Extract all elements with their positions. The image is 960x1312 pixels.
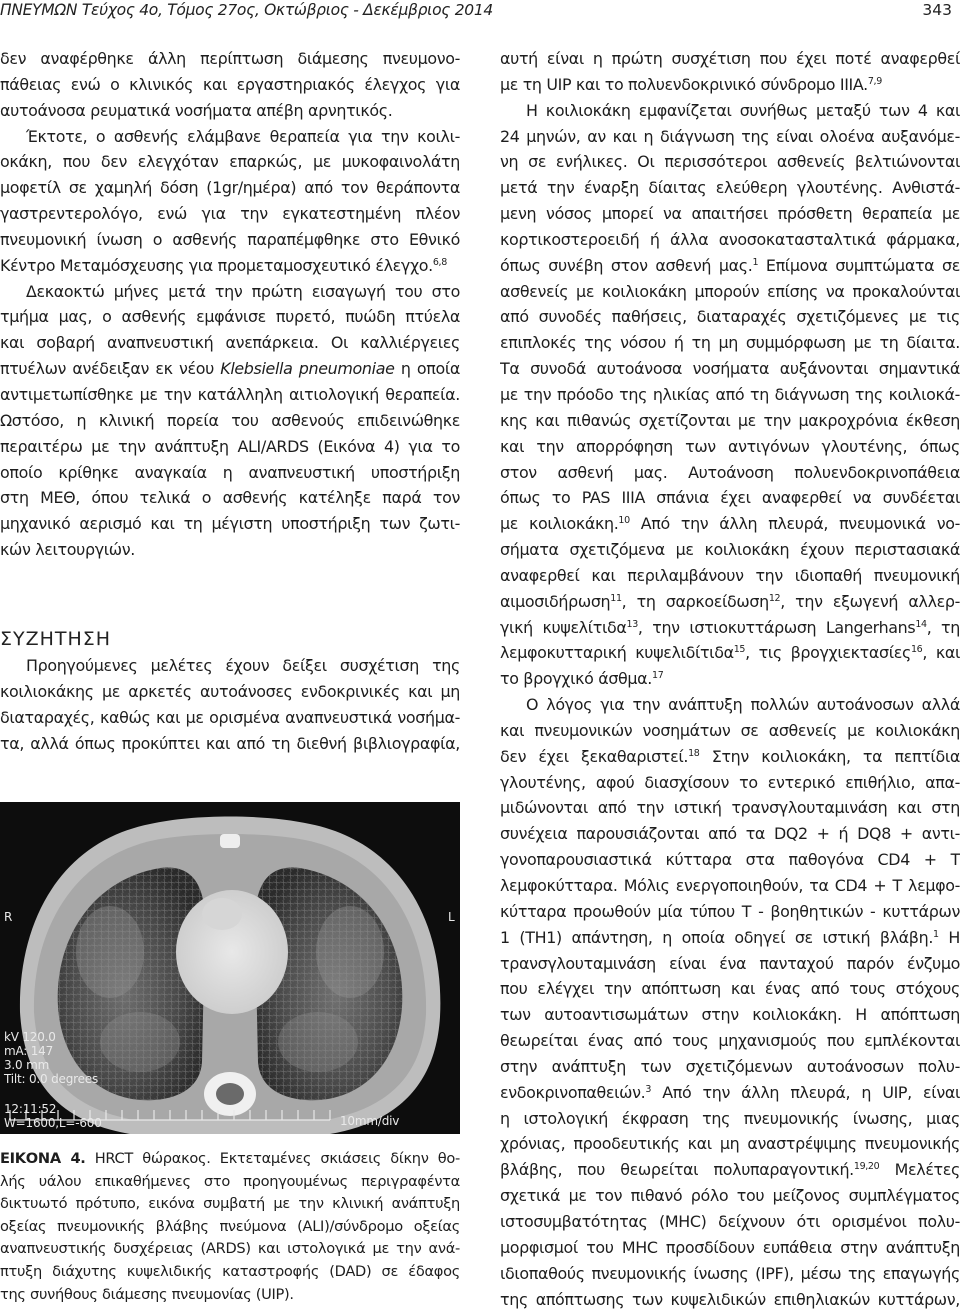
text-line: οποίο κρίθηκε αναγκαία η αναπνευστική υποστήριξη [0,460,460,486]
caption-line: δικτυωτό πρότυπο, εικόνα συμβατή με την κλινική ανάπτυξη [0,1193,460,1216]
ct-image [0,802,460,1134]
caption-line: λής υάλου επικαθήμενες στο προηγουμένως περιγραφέντα [0,1171,460,1194]
text-line: κύτταρα προωθούν μία τύπου T - βοηθητικών - κυττάρων [500,899,960,925]
text-line: κοιλιοκάκης με αρκετές αυτοάνοσες ενδοκρινικές και μη [0,679,460,705]
citation: 15 [734,644,745,655]
text-line: που ελέγχει την απόπτωση και ένας από τους στόχους [500,976,960,1002]
text-line: Κέντρο Μεταμόσχευσης για προμεταμοσχευτικό έλεγχο.$^{6,8}$ [0,253,460,279]
text-line: από συνοδές παθήσεις, διαταραχές σχετιζόμενες με τις [500,304,960,330]
text-line: διαταραχές, καθώς και με ορισμένα αναπνευστικά νοσήμα- [0,705,460,731]
citation: 7,9 [868,76,882,87]
citation: 1 [933,929,939,940]
text-line: η ιστολογική έκφραση της πνευμονικής ίνωσης, μιας [500,1106,960,1132]
overlay-thickness: 3.0 mm [4,1058,49,1072]
text-line: μηχανικό αερισμό και τη μέγιστη υποστήριξη των ζωτι- [0,511,460,537]
text-line: λεμφοκυτταρική κυψελιδίτιδα$^{15}$, τις βρογχιεκτασίες$^{16}$, και [500,640,960,666]
text-line: περαιτέρω με την ανάπτυξη ALI/ARDS (Εικόνα 4) για το [0,434,460,460]
overlay-ma: mA: 147 [4,1044,53,1058]
text-line: αναφερθεί και περιλαμβάνουν την ιδιοπαθή πνευμονική [500,563,960,589]
text-line: τμήμα μας, ο ασθενής εμφάνισε πυρετό, πυώδη πτύελα [0,304,460,330]
overlay-scale: 10mm/div [340,1114,399,1128]
text-line: στη ΜΕΘ, όπου τελικά ο ασθενής κατέληξε παρά τον [0,485,460,511]
text-line: με τη UIP και το πολυενδοκρινικό σύνδρομο IIIA.$^{7,9}$ [500,72,960,98]
discussion-text [0,653,460,756]
overlay-tilt: Tilt: 0.0 degrees [4,1072,98,1086]
text-line: στον ασθενή μας. Αυτοάνοση πολυενδοκρινοπάθεια [500,460,960,486]
text-line: στην ανάπτυξη των σχετιζόμενων αυτοάνοσων πολυ- [500,1054,960,1080]
text-line: 24 μηνών, αν και η διάγνωση της είναι ολοένα αυξανόμε- [500,124,960,150]
text-line: θεωρείται ένας από τους μηχανισμούς που εμπλέκονται [500,1028,960,1054]
overlay-time: 12:11:52 [4,1102,56,1116]
citation: 10 [618,515,629,526]
side-label-right: R [4,910,12,924]
text-line: γονοπαρουσιαστικά κύτταρα στα παθογόνα CD4 + T [500,847,960,873]
caption-line: πτυξη διάχυτης κυψελιδικής καταστροφής (DAD) σε έδαφος [0,1261,460,1284]
text-line: Δεκαοκτώ μήνες μετά την πρώτη εισαγωγή του στο [0,279,460,305]
text-line: κορτικοστεροειδή ή άλλα ανοσοκατασταλτικά φάρμακα, [500,227,960,253]
text-line: αυτή είναι η πρώτη συσχέτιση που έχει ποτέ αναφερθεί [500,46,960,72]
text-line: αυτοάνοσα ρευματικά νοσήματα απέβη αρνητικός. [0,98,460,124]
caption-line: οξείας πνευμονικής βλάβης πνεύμονα (ALI)/σύνδρομο οξείας [0,1216,460,1239]
figure-caption [0,1148,460,1306]
text-line: ενδοκρινοπαθειών.$^3$ Από την άλλη πλευρά, η UIP, είναι [500,1080,960,1106]
text-line: και πνευμονικών νοσημάτων σε ασθενείς με κοιλιοκάκη [500,718,960,744]
text-line: Ο λόγος για την ανάπτυξη πολλών αυτοάνοσων αλλά [500,692,960,718]
text-line: της απόπτωσης των κυψελιδικών επιθηλιακών κυττάρων, [500,1287,960,1312]
citation: 3 [645,1084,651,1095]
citation: 17 [652,670,663,681]
text-line: δεν έχει ξεκαθαριστεί.$^{18}$ Στην κοιλιοκάκη, τα πεπτίδια [500,744,960,770]
citation: 19,20 [854,1161,879,1172]
text-line: μιδώνονται από την ιστική τρανσγλουταμινάση και στη [500,795,960,821]
text-line: νη σε ενήλικες. Οι περισσότεροι ασθενείς βελτιώνονται [500,149,960,175]
text-line: τα, αλλά όπως προκύπτει και από τη διεθνή βιβλιογραφία, [0,731,460,757]
text-line: Τα συνοδά αυτοάνοσα νοσήματα αυξάνονται σημαντικά [500,356,960,382]
section-title: ΣΥΖΗΤΗΣΗ [0,628,111,650]
caption-line: ΕΙΚΟΝΑ 4. HRCT θώρακος. Εκτεταμένες σκιάσεις δίκην θο- [0,1148,460,1171]
citation: 18 [688,748,699,759]
citation: 12 [769,593,780,604]
text-line: γλουτένης, αφού διασχίσουν το εντερικό επιθήλιο, απα- [500,770,960,796]
text-line: όπως συνέβη στον ασθενή μας.$^1$ Επίμονα συμπτώματα σε [500,253,960,279]
citation: 1 [752,257,758,268]
text-line: πάθειας ενώ ο κλινικός και εργαστηριακός έλεγχος για [0,72,460,98]
text-line: δεν αναφέρθηκε άλλη περίπτωση διάμεσης πνευμονο- [0,46,460,72]
text-line: ασθενείς με κοιλιοκάκη μπορούν επίσης να προκαλούνται [500,279,960,305]
citation: 13 [627,619,638,630]
caption-line: αναπνευστικής δυσχέρειας (ARDS) και ιστολογικά με την ανά- [0,1238,460,1261]
text-line: Προηγούμενες μελέτες έχουν δείξει συσχέτιση της [0,653,460,679]
page-number: 343 [922,1,952,19]
text-line: επιπλοκές της νόσου ή τη μη συμμόρφωση με τη δίαιτα. [500,330,960,356]
text-line: 1 (TH1) απάντηση, η οποία οδηγεί σε ιστική βλάβη.$^1$ Η [500,925,960,951]
text-line: κης και πιθανώς σχετίζονται με την μακροχρόνια έκθεση [500,408,960,434]
text-line: μενη νόσος μπορεί να απαιτήσει πρόσθετη θεραπεία με [500,201,960,227]
overlay-kv: kV 120.0 [4,1030,56,1044]
text-line: γική κυψελίτιδα$^{13}$, την ιστιοκυττάρωση Langerhans$^{14}$, τη [500,615,960,641]
caption-label: ΕΙΚΟΝΑ 4. [0,1150,86,1167]
text-line: σήματα σχετιζόμενα με κοιλιοκάκη έχουν περιστασιακά [500,537,960,563]
left-column [0,46,460,563]
running-header [0,0,960,30]
text-line: όπως το PAS IIIA σπάνια έχει αναφερθεί να συνδέεται [500,485,960,511]
caption-line: της συνήθους διάμεσης πνευμονίας (UIP). [0,1284,460,1307]
side-label-left: L [448,910,455,924]
text-line: μορφισμοί του MHC προσδίδουν ευπάθεια στην ανάπτυξη [500,1235,960,1261]
citation: 11 [610,593,621,604]
text-line: χρόνιας, προοδευτικής και μη αναστρέψιμης πνευμονικής [500,1131,960,1157]
text-line: μοφετίλ σε χαμηλή δόση (1gr/ημέρα) από τον θεράποντα [0,175,460,201]
text-line: το βρογχικό άσθμα.$^{17}$ [500,666,960,692]
right-column [500,46,960,1312]
species-name: Klebsiella pneumoniae [220,359,394,378]
text-line: αιμοσιδήρωση$^{11}$, τη σαρκοείδωση$^{12}$, την εξωγενή αλλερ- [500,589,960,615]
text-line: με την πρόοδο της ηλικίας από τη διάγνωση της κοιλιοκά- [500,382,960,408]
text-line: πτυέλων ανέδειξαν εκ νέου Klebsiella pneumoniae η οποία [0,356,460,382]
text-line: συνέχεια παρουσιάζονται από τα DQ2 + ή DQ8 + αντι- [500,821,960,847]
text-line: ιστοσυμβατότητας (MHC) δείχνουν ότι ορισμένοι πολυ- [500,1209,960,1235]
text-line: Έκτοτε, ο ασθενής ελάμβανε θεραπεία για την κοιλι- [0,124,460,150]
text-line: σχετικά με τον πιθανό ρόλο του μείζονος συμπλέγματος [500,1183,960,1209]
text-line: οκάκη, που δεν ελεγχόταν επαρκώς, με μυκοφαινολάτη [0,149,460,175]
text-line: πνευμονική ίνωση ο ασθενής παραπέμφθηκε στο Εθνικό [0,227,460,253]
text-line: Ωστόσο, η κλινική πορεία του ασθενούς επιδεινώθηκε [0,408,460,434]
citation: 16 [911,644,922,655]
text-line: αντιμετωπίσθηκε με την κατάλληλη αιτιολογική θεραπεία. [0,382,460,408]
text-line: Η κοιλιοκάκη εμφανίζεται συνήθως μεταξύ των 4 και [500,98,960,124]
text-line: μετά την έναρξη δίαιτας ελεύθερη γλουτένης. Ανθιστά- [500,175,960,201]
text-line: και την απορρόφηση των αντιγόνων γλουτένης, όπως [500,434,960,460]
citation: 14 [915,619,926,630]
text-line: γαστρεντερολόγο, ενώ για την εγκατεστημένη πλέον [0,201,460,227]
text-line: ιδιοπαθούς πνευμονικής ίνωσης (IPF), μέσω της επαγωγής [500,1261,960,1287]
text-line: με κοιλιοκάκη.$^{10}$ Από την άλλη πλευρά, πνευμονικά νο- [500,511,960,537]
citation: 6,8 [433,257,447,268]
journal-title: ΠΝΕΥΜΩΝ Τεύχος 4ο, Τόμος 27ος, Οκτώβριος - Δεκέμβριος 2014 [0,1,493,19]
text-line: κών λειτουργιών. [0,537,460,563]
overlay-window: W=1600,L=-600 [4,1116,102,1130]
text-line: των αυτοαντισωμάτων στην κοιλιοκάκη. Η απόπτωση [500,1002,960,1028]
text-line: λεμφοκύτταρα. Μόλις ενεργοποιηθούν, τα CD4 + T λεμφο- [500,873,960,899]
text-line: τρανσγλουταμινάση είναι ένα πανταχού παρόν ένζυμο [500,951,960,977]
text-line: και σοβαρή αναπνευστική ανεπάρκεια. Οι καλλιέργειες [0,330,460,356]
text-line: βλάβης, που θεωρείται πολυπαραγοντική.$^{19,20}$ Μελέτες [500,1157,960,1183]
